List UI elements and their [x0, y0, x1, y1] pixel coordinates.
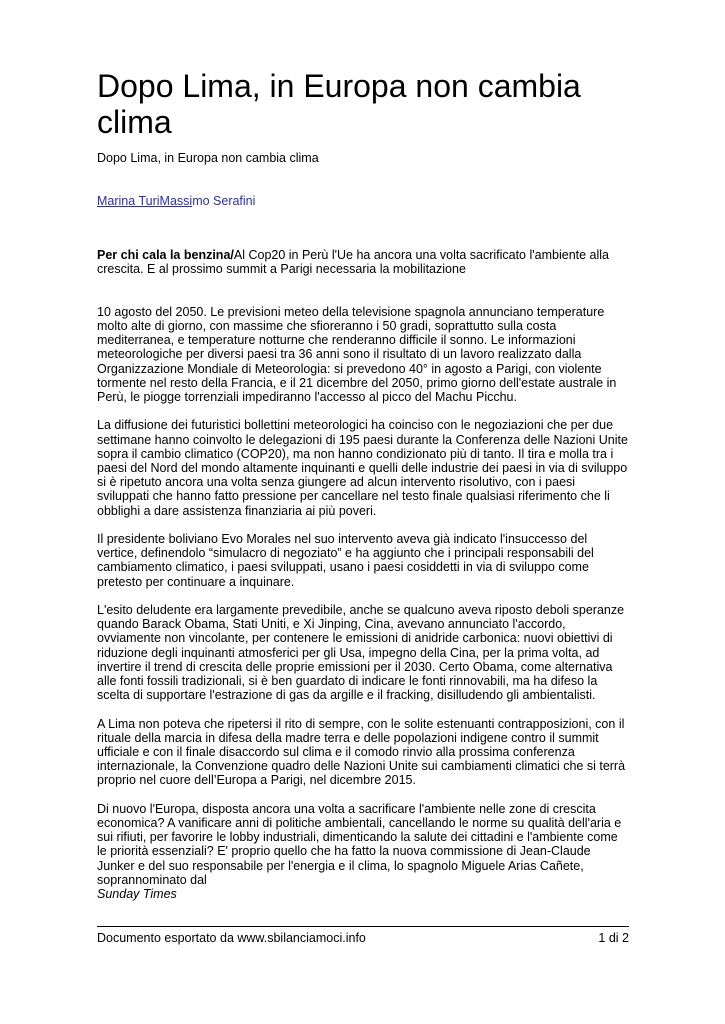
paragraph-6	[97, 802, 629, 901]
authors	[97, 193, 255, 209]
paragraph-4: L'esito deludente era largamente prevedibile, anche se qualcuno aveva riposto deboli speranze quando Barack Obama, Stati Uniti, e Xi Jinping, Cina, avevano annunciato l'accordo, ovviamente non vincolante, per contenere le emissioni di anidride carbonica: nuovi obiettivi di riduzione degli inquinanti atmosferici per gli Usa, impegno della Cina, per la prima volta, ad invertire il trend di crescita delle proprie emissioni per il 2030. Certo Obama, come alternativa alle fonti fossili tradizionali, si è ben guardato di indicare le fonti rinnovabili, ma ha difeso la scelta di supportare l'estrazione di gas da argille e il fracking, disilludendo gli ambientalisti.	[97, 603, 625, 703]
paragraph-3: Il presidente boliviano Evo Morales nel suo intervento aveva già indicato l'insuccesso del vertice, definendolo “simulacro di negoziato” e ha aggiunto che i principali responsabili del cambiamento climatico, i paesi sviluppati, usano i paesi cosiddetti in via di sviluppo come pretesto per continuare a inquinare.	[97, 532, 594, 589]
trailing-italic: Sunday Times	[97, 887, 177, 902]
page-title: Dopo Lima, in Europa non cambia clima	[97, 68, 581, 140]
paragraph-6-text: Di nuovo l'Europa, disposta ancora una volta a sacrificare l'ambiente nelle zone di crescita economica? A vanificare anni di politiche ambientali, cancellando le norme su qualità dell'aria e sui rifiuti, per favorire le lobby industriali, dimenticando la salute dei cittadini e l'ambiente come le priorità essenziali? E' proprio quello che ha fatto la nuova commissione di Jean-Claude Junker e del suo responsabile per l'energia e il clima, lo spagnolo Miguele Arias Cañete, soprannominato dal	[97, 801, 622, 887]
paragraph-5: A Lima non poteva che ripetersi il rito di sempre, con le solite estenuanti contrapposizioni, con il rituale della marcia in difesa della madre terra e delle popolazioni indigene contro il summit ufficiale e con il finale disaccordo sul clima e il comodo rinvio alla prossima conferenza internazionale, la Convenzione quadro delle Nazioni Unite sui cambiamenti climatici che si terrà proprio nel cuore dell’Europa a Parigi, nel dicembre 2015.	[97, 716, 626, 788]
author-name-rest: mo Serafini	[192, 194, 256, 208]
article-body	[97, 248, 629, 901]
lead-paragraph	[97, 248, 629, 276]
paragraph-2: La diffusione dei futuristici bollettini meteorologici ha coinciso con le negoziazioni che per due settimane hanno coinvolto le delegazioni di 195 paesi durante la Conferenza delle Nazioni Unite sopra il cambio climatico (COP20), ma non hanno condizionato più di tanto. Il tira e molla tra i paesi del Nord del mondo altamente inquinanti e quelli delle industrie dei paesi in via di sviluppo si è ripetuto ancora una volta senza giungere ad alcun intervento risolutivo, con i paesi sviluppati che hanno fatto pressione per cancellare nel testo finale qualsiasi riferimento che li obblighi a dare assistenza finanziaria ai più poveri.	[97, 418, 628, 518]
author-link-massimo-serafini[interactable]: Massi	[159, 194, 193, 208]
subtitle: Dopo Lima, in Europa non cambia clima	[97, 151, 319, 165]
page-number: 1 di 2	[598, 931, 629, 945]
footer-divider	[97, 926, 629, 927]
lead-bold: Per chi cala la benzina/	[97, 248, 234, 262]
footer-source: Documento esportato da www.sbilanciamoci.info	[97, 931, 366, 945]
paragraph-1: 10 agosto del 2050. Le previsioni meteo della televisione spagnola annunciano temperature molto alte di giorno, con massime che sfioreranno i 50 gradi, soprattutto sulla costa mediterranea, e temperature notturne che renderanno difficile il sonno. Le informazioni meteorologiche per diversi paesi tra 36 anni sono il risultato di un lavoro realizzato dalla Organizzazione Mondiale di Meteorologia: si prevedono 40° in agosto a Parigi, con violente tormente nel resto della Francia, e il 21 dicembre del 2050, primo giorno dell'estate australe in Perù, le piogge torrenziali impediranno l'accesso al picco del Machu Picchu.	[97, 304, 617, 405]
author-link-marina-turi[interactable]: Marina Turi	[97, 194, 160, 208]
lead-text: Al Cop20 in Perù l'Ue ha ancora una volta sacrificato l'ambiente alla crescita. E al prossimo summit a Parigi necessaria la mobilitazione	[97, 248, 609, 277]
page-footer	[97, 930, 629, 946]
